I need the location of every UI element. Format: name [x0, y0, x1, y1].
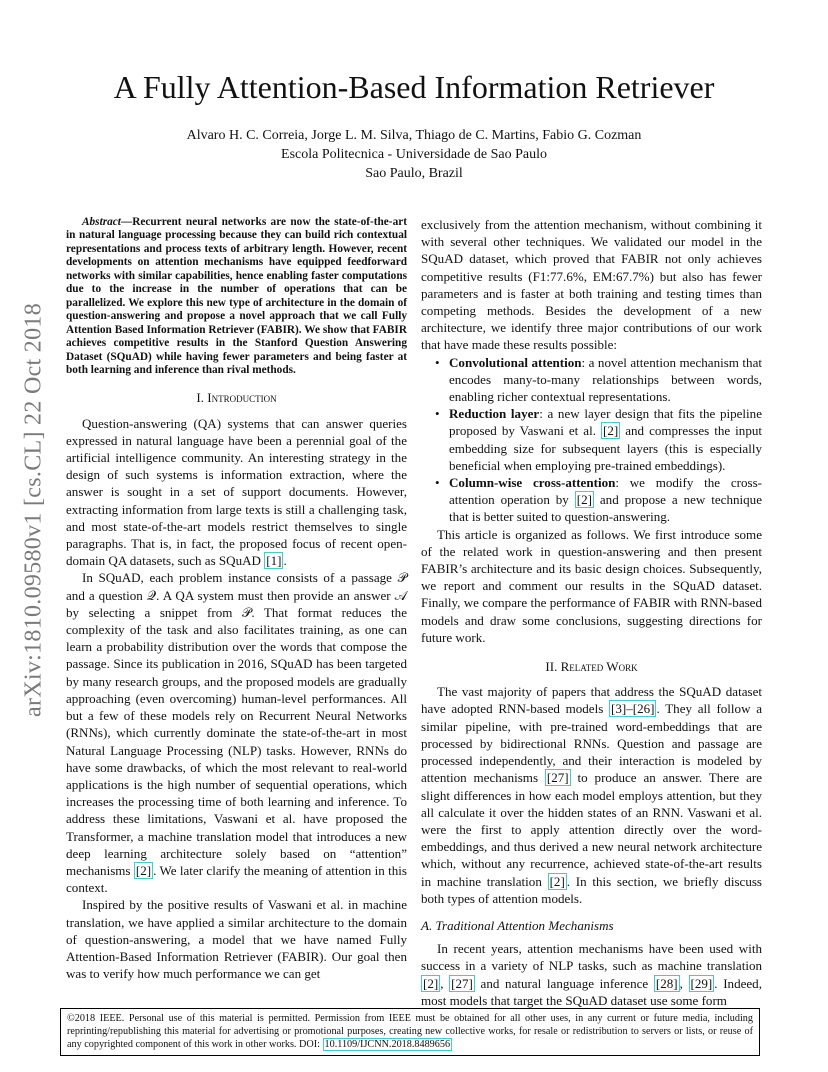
affiliation: Escola Politecnica - Universidade de Sao Paulo: [281, 147, 547, 162]
abstract-label: Abstract: [82, 216, 121, 228]
citation-link[interactable]: [2]: [603, 423, 619, 439]
copyright-notice: ©2018 IEEE. Personal use of this material is permitted. Permission from IEEE must be obtained for all other uses, in any current or future media, including reprinting/republishing this material for advertising or promotional purposes, creating new collective works, for resale or redistribution to servers or lists, or reuse of any copyrighted component of this work in other works. DOI: 10.1109/IJCNN.2018.8489656: [60, 1008, 760, 1056]
paper-title: A Fully Attention-Based Information Retriever: [113, 69, 715, 105]
paragraph: The vast majority of papers that address the SQuAD dataset have adopted RNN-based models [3]–[26] . They all follow a similar pipeline, with pre-trained word-embeddings that are processed by bidirectional RNNs. Question and passage are processed independently, and their interaction is modeled by attention mechanisms [27] to produce an answer. There are slight differences in how each model employs attention, but they all calculate it over the hidden states of an RNN. Vaswani et al. were the first to apply attention directly over the word-embeddings, and thus derived a new neural network architecture which, without any recurrence, achieved state-of-the-art results in machine translation [2] . In this section, we briefly discuss both types of attention models.: [421, 684, 763, 906]
citation-link[interactable]: [2]: [549, 873, 565, 889]
paragraph: In SQuAD, each problem instance consists of a passage 𝒫 and a question 𝒬. A QA system must then provide an answer 𝒜 by selecting a snippet from 𝒫. That format reduces the complexity of the task and also facilitates training, as one can learn a probability distribution over the words that compose the passage. Since its publication in 2016, SQuAD has been targeted by many research groups, and the proposed models are gradually approaching (even overcoming) human-level performances. All but a few of these models rely on Recurrent Neural Networks (RNNs), which currently dominate the state-of-the-art in most Natural Language Processing (NLP) tasks. However, RNNs do have some drawbacks, of which the most relevant to real-world applications is the high number of sequential operations, which increases the processing time of both learning and inference. To address these limitations, Vaswani et al. have proposed the Transformer, a machine translation model that introduces a new deep learning architecture solely based on “attention” mechanisms [2] . We later clarify the meaning of attention in this context.: [66, 570, 407, 896]
authors: Alvaro H. C. Correia, Jorge L. M. Silva, Thiago de C. Martins, Fabio G. Cozman: [186, 128, 642, 143]
paragraph: Question-answering (QA) systems that can answer queries expressed in natural language have been a perennial goal of the artificial intelligence community. An interesting strategy in the design of such systems is information extraction, where the answer is sought in a set of support documents. However, extracting information from large texts is still a challenging task, and most state-of-the-art models restrict themselves to single paragraphs. That is, in fact, the proposed focus of recent open-domain QA datasets, such as SQuAD [1] .: [66, 415, 407, 569]
location: Sao Paulo, Brazil: [365, 166, 463, 181]
arxiv-stamp: arXiv:1810.09580v1 [cs.CL] 22 Oct 2018: [20, 302, 47, 718]
paragraph: Inspired by the positive results of Vaswani et al. in machine translation, we have applied a similar architecture to the domain of question-answering, a model that we have named Fully Attention-Based Information Retriever (FABIR). Our goal then was to verify how much performance we can get: [66, 897, 407, 982]
list-item: • Reduction layer: a new layer design that fits the pipeline proposed by Vaswani et al. [2] and compresses the input embedding size for subsequent layers (this is especially beneficial when employing pre-trained embeddings).: [435, 406, 762, 473]
paragraph: exclusively from the attention mechanism, without combining it with several other techniques. We validated our model in the SQuAD dataset, which proved that FABIR not only achieves competitive results (F1:77.6%, EM:67.7%) but also has fewer parameters and is faster at both training and testing times than competing methods. Besides the development of a new architecture, we identify three major contributions of our work that have made these results possible:: [421, 217, 762, 353]
citation-link[interactable]: [2]: [576, 492, 592, 508]
citation-link[interactable]: [1]: [266, 553, 282, 569]
subsection-heading: A. Traditional Attention Mechanisms: [421, 917, 614, 933]
abstract: [66, 216, 407, 377]
doi-link[interactable]: 10.1109/IJCNN.2018.8489656: [324, 1039, 451, 1051]
citation-link[interactable]: [27]: [546, 770, 569, 786]
section-heading-introduction: I. Introduction: [196, 390, 277, 406]
paragraph: In recent years, attention mechanisms have been used with success in a variety of NLP tasks, such as machine translation [2] , [27] and natural language inference [28] , [29] . Indeed, most models that target the SQuAD dataset use some form: [421, 941, 762, 1008]
citation-link[interactable]: [3]–[26]: [611, 701, 655, 717]
section-heading-related-work: II. Related Work: [545, 659, 638, 675]
citation-link[interactable]: [2]: [135, 862, 152, 878]
list-item: • Column-wise cross-attention: we modify the cross-attention operation by [2] and propose a new technique that is better suited to question-answering.: [435, 475, 762, 525]
right-column: [421, 216, 762, 1009]
citation-link[interactable]: [27]: [451, 975, 473, 991]
citation-link[interactable]: [28]: [655, 975, 678, 991]
abstract-text: —Recurrent neural networks are now the state-of-the-art in natural language processing because they can build rich contextual representations and process texts of arbitrary length. However, recent developments on attention mechanisms have equipped feedforward networks with similar capabilities, hence enabling faster computations due to the increase in the number of operations that can be parallelized. We explore this new type of architecture in the domain of question-answering and propose a novel approach that we call Fully Attention Based Information Retriever (FABIR). We show that FABIR achieves competitive results in the Stanford Question Answering Dataset (SQuAD) while having fewer parameters and being faster at both learning and inference than rival methods.: [66, 216, 407, 376]
left-column: [66, 216, 407, 982]
citation-link[interactable]: [2]: [423, 975, 439, 991]
author-block: [60, 126, 768, 183]
paragraph: This article is organized as follows. We first introduce some of the related work in question-answering and then present FABIR’s architecture and its basic design choices. Subsequently, we report and comment our results in the SQuAD dataset. Finally, we compare the performance of FABIR with RNN-based models and draw some conclusions, suggesting directions for future work.: [421, 526, 762, 645]
contribution-list: [421, 354, 762, 526]
citation-link[interactable]: [29]: [690, 975, 713, 991]
list-item: • Convolutional attention: a novel attention mechanism that encodes many-to-many relationships between words, enabling richer contextual representations.: [435, 354, 762, 405]
